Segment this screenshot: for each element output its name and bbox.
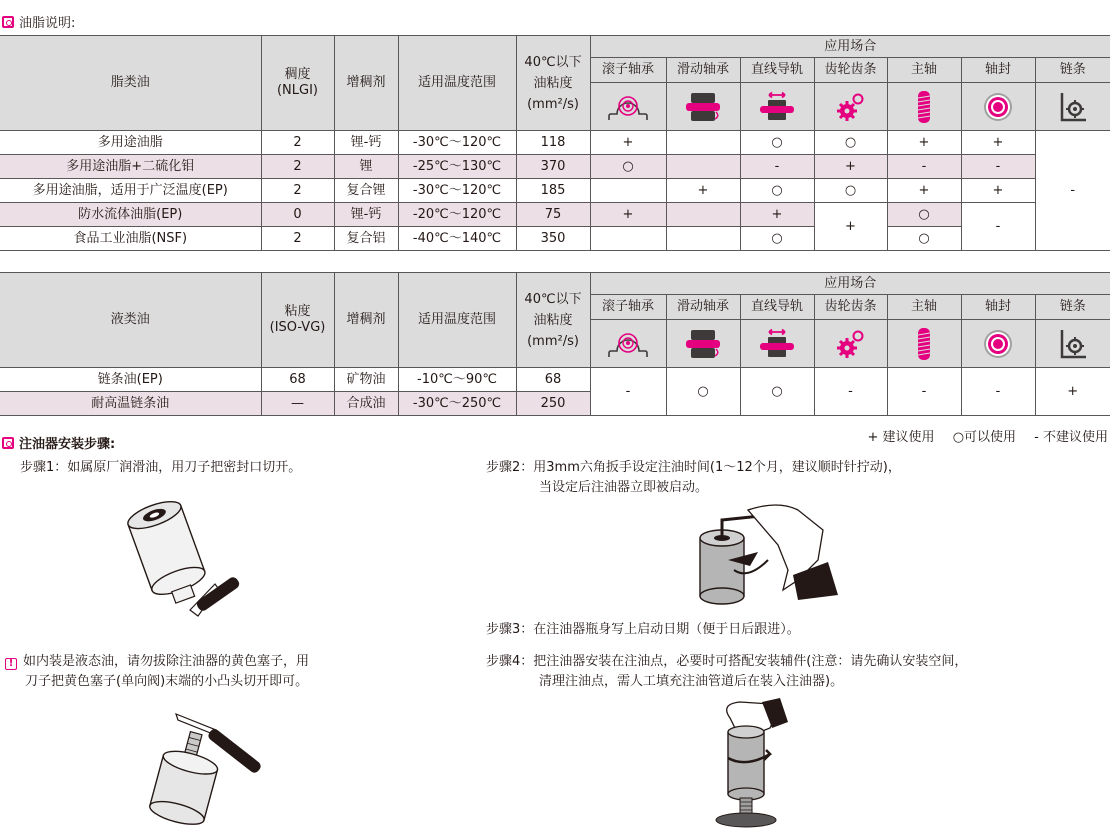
step-2: 步骤2：用3mm六角扳手设定注油时间(1～12个月，建议顺时针拧动)， 当设定后注油器立即被启动。 [486,460,901,495]
header-viscosity: 40℃以下 油粘度 (mm²/s) [516,273,590,368]
table-row: 多用途油脂+二硫化钼 2 锂 -25℃～130℃ 370 ○ - + - - [0,155,1110,179]
linear-guide-icon [740,83,814,131]
chain-icon [1035,83,1110,131]
hex-wrench-illustration [688,500,838,614]
header-grease-name: 脂类油 [0,36,261,131]
exclamation-icon: ! [5,658,17,670]
header-shaft-seal: 轴封 [961,58,1035,83]
step-3: 步骤3：在注油器瓶身写上启动日期（便于日后跟进）。 [486,622,800,637]
table-row: 食品工业油脂(NSF) 2 复合铝 -40℃～140℃ 350 ○ ○ [0,227,1110,251]
header-linear-guide: 直线导轨 [740,58,814,83]
grease-table [0,35,1110,251]
shaft-seal-icon [961,320,1035,368]
linear-guide-icon [740,320,814,368]
table-row: 链条油(EP) 68 矿物油 -10℃～90℃ 68 - ○ ○ - - - + [0,368,1110,392]
header-temp-range: 适用温度范围 [398,273,516,368]
sliding-bearing-icon [666,320,740,368]
header-sliding-bearing: 滑动轴承 [666,58,740,83]
chain-merged-cell: - [1035,131,1110,251]
sliding-bearing-icon [666,83,740,131]
roller-bearing-icon [590,83,666,131]
roller-bearing-icon [590,320,666,368]
section-title-install: 注油器安装步骤: [2,433,115,452]
mount-lubricator-illustration [700,698,800,833]
shaft-seal-icon [961,83,1035,131]
step-1: 步骤1：如属原厂润滑油，用刀子把密封口切开。 [20,460,302,475]
header-temp-range: 适用温度范围 [398,36,516,131]
spindle-icon [887,320,961,368]
step-4: 步骤4：把注油器安装在注油点，必要时可搭配安装辅件(注意：请先确认安装空间， 清理注油点，需人工填充注油管道后在装入注油器)。 [486,654,968,689]
header-roller-bearing: 滚子轴承 [590,58,666,83]
oil-table: 液类油 粘度 (ISO-VG) 增稠剂 适用温度范围 40℃以下 油粘度 (mm²/s) 应用场合 滚子轴承 滑动轴承 直线导轨 齿轮齿条 主轴 轴封 链条 链条油(EP) 68 矿物油 -10℃～90℃ 68 - ○ ○ - - - + 耐高温链条油 — 合成油 -30℃～250℃ 250 [0,272,1110,416]
header-chain: 链条 [1035,58,1110,83]
header-iso-viscosity: 粘度 (ISO-VG) [261,273,334,368]
section-marker-icon [2,16,14,28]
header-thickener: 增稠剂 [334,273,398,368]
gear-rack-icon [814,83,887,131]
table-row: 多用途油脂，适用于广泛温度(EP) 2 复合锂 -30℃～120℃ 185 + ○ ○ + + [0,179,1110,203]
header-applications: 应用场合 [590,273,1110,295]
header-spindle: 主轴 [887,58,961,83]
header-oil-name: 液类油 [0,273,261,368]
section-title-grease: 油脂说明: [2,12,75,31]
chain-icon [1035,320,1110,368]
legend [854,426,1108,445]
table-row: 耐高温链条油 — 合成油 -30℃～250℃ 250 [0,392,1110,416]
header-gear-rack: 齿轮齿条 [814,58,887,83]
header-consistency: 稠度 (NLGI) [261,36,334,131]
cut-seal-illustration [120,492,280,631]
gear-rack-icon [814,320,887,368]
header-viscosity: 40℃以下 油粘度 (mm²/s) [516,36,590,131]
table-row: 防水流体油脂(EP) 0 锂-钙 -20℃～120℃ 75 + + + ○ - [0,203,1110,227]
header-thickener: 增稠剂 [334,36,398,131]
legend-recommended: + 建议使用 [867,430,935,445]
cut-plug-illustration [138,708,288,832]
table-row: 多用途油脂 2 锂-钙 -30℃～120℃ 118 + ○ ○ + + - [0,131,1110,155]
spindle-icon [887,83,961,131]
legend-acceptable: ○可以使用 [952,430,1017,445]
header-applications: 应用场合 [590,36,1110,58]
legend-not-recommended: - 不建议使用 [1034,430,1108,445]
section-marker-icon [2,437,14,449]
note-liquid-oil: ! 如内装是液态油，请勿拔除注油器的黄色塞子，用 刀子把黄色塞子(单向阀)末端的小凸头切开即可。 [5,652,309,692]
